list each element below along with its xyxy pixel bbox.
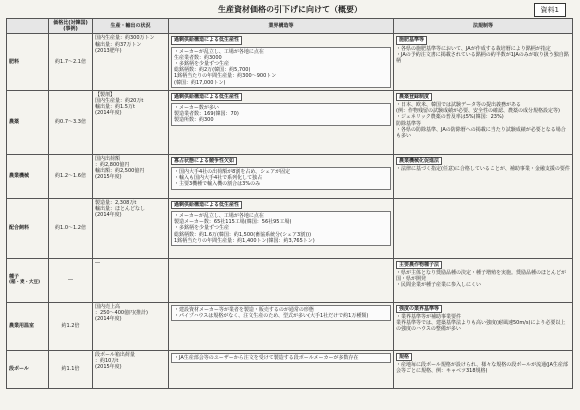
industry-line: ・輸入も国内大手4社で系列化して独占 [174,175,263,182]
table-row [7,154,573,198]
category-label: 種子 [9,274,20,281]
production-line: (2014年度) [95,110,122,117]
industry-detail [171,353,391,363]
table-row [7,198,573,258]
industry-line: 製造メーカー数：65社115工場(韓国：56社95工場) [174,219,292,226]
industry-heading: 寡占状態による競争性欠如 [171,157,237,165]
row-category [7,34,49,90]
regulation-line: ・JAの予約注文書に掲載されている銘柄の約半数が1JAのみが取り扱う独自銘柄 [396,51,569,65]
row-regulation [394,302,573,350]
row-industry [169,90,394,154]
header-category [7,19,49,34]
row-industry [169,34,394,90]
regulation-line: ・産地毎に段ボール規格が設けられ、様々な規格の段ボールが流通(JA生産部会等ごとに規格、例：キャベツ318規格) [396,362,568,375]
industry-detail [171,47,391,88]
regulation-heading: 強度の業界基準等 [396,305,442,313]
regulation-line: ・県が主体となり奨励品種の決定・種子増殖を実施。奨励品種のほとんどが国・県が開発 [396,270,567,283]
regulation-line: (例：作物残留の試験成績が必要、安全性の確認、農薬の成分規格設定等) [396,108,560,115]
industry-heading: 過剰供給構造による低生産性 [171,201,242,209]
regulation-line: ・法律に基づく指定(任意)に合格していることが、補助事業・金融支援の要件 [396,166,570,173]
row-regulation [394,198,573,258]
row-production [93,198,169,258]
regulation-line: ・ジェネリック農薬の普及率は5%(韓国：23%) [396,114,504,121]
production-line: ― [95,259,100,266]
production-line: 輸出量：ほとんどなし [95,206,146,213]
row-category [7,198,49,258]
industry-line: 製造業者数：169(韓国：70) [174,111,239,118]
row-production [93,350,169,388]
production-line: 国内売上高 [95,303,121,310]
regulation-heading: 規格 [396,353,412,361]
category-label: 配合飼料 [9,225,30,232]
regulation-line: ・民間企業が種子産業に参入しにくい [396,282,482,289]
category-label: 段ボール [9,366,29,373]
row-category [7,90,49,154]
table-row [7,302,573,350]
row-production [93,34,169,90]
production-line: ：約2,800億円 [95,162,130,169]
industry-line: 総銘柄数：約2万(韓国：約5,700) [174,67,251,74]
production-line: (2013肥年) [95,47,122,54]
regulation-heading: 施肥基準等 [396,36,427,44]
table-row [7,258,573,302]
production-line: (2014年度) [95,212,122,219]
industry-line: ・パイプハウスは規格がなく、注文生産のため、型式が多い(大手1社だけで約1万種類) [174,313,369,320]
row-category [7,258,49,302]
industry-line: ・多銘柄を少量ずつ生産 [174,225,230,232]
row-category [7,350,49,388]
production-line: (2015年度) [95,364,122,371]
industry-line: 総銘柄数：約1.6万(韓国：約1,500(畜協系統分(シェア3割))) [174,231,312,238]
industry-detail [171,103,391,126]
row-price-ratio: 約1.2～1.6倍 [49,154,93,198]
regulation-line: 業界基準等では、建築基準法よりも高い強度(耐風速50m/s)により必要以上の強度のハウスの整備が多い [396,320,566,333]
industry-line: 1銘柄当たりの年間生産量：約300～900トン [174,73,277,80]
industry-line: 1銘柄当たりの年間生産量：約1,400トン(韓国：約3,765トン) [174,237,315,244]
regulation-line: ・各県の施肥基準等において、JAが作成する栽培暦により銘柄が指定 [396,45,551,52]
regulation-heading: 主要農作物種子法 [396,261,442,269]
regulation-heading: 農薬登録制度 [396,93,432,101]
header-ratio: 価格比(対韓国)(事例) [49,19,93,34]
row-regulation [394,350,573,388]
comparison-table [6,18,573,389]
row-regulation [394,34,573,90]
regulation-line: ・日本、欧米、韓国では試験データ等の提出義務がある [396,102,522,109]
row-industry [169,350,394,388]
industry-line: ・国内大手4社の出荷額が8割を占め、シェアが固定 [174,169,291,176]
production-line: ：約10万t [95,358,119,365]
row-regulation [394,90,573,154]
row-price-ratio: 約1.7～2.1倍 [49,34,93,90]
row-industry [169,154,394,198]
row-price-ratio: ― [49,258,93,302]
row-price-ratio: 約0.7～3.3倍 [49,90,93,154]
page-title: 生産資材価格の引下げに向けて（概要） [218,5,362,14]
production-line: (2014年度) [95,316,122,323]
industry-line: 生産業者数：約3000 [174,54,222,61]
industry-line: 製造所数：約300 [174,117,214,124]
table-row [7,350,573,388]
category-label: 肥料 [9,59,20,66]
category-label: 農業用温室 [9,323,35,330]
industry-line: ・メーカーが乱立し、工場が各地に点在 [174,213,264,220]
row-industry [169,198,394,258]
row-production [93,154,169,198]
row-production [93,90,169,154]
industry-heading: 過剰供給構造による低生産性 [171,36,242,44]
header-row [7,19,573,34]
row-production [93,302,169,350]
category-sublabel: (稲・麦・大豆) [9,280,41,286]
row-regulation [394,258,573,302]
production-line: 国内生産量：約20万t [95,98,144,105]
table-row [7,90,573,154]
row-category [7,154,49,198]
industry-line: ・JA生産部会等のユーザーから注文を受けて製造する段ボールメーカーが多数存在 [174,354,359,361]
document-badge: 資料1 [534,3,566,17]
regulation-heading: 農業機械化促進法 [396,157,442,165]
industry-line: ・多銘柄を少量ずつ生産 [174,61,230,68]
production-line: 輸出量：約1.5万t [95,104,135,111]
header-production: 生産・輸出の状況 [93,19,169,34]
row-industry [169,302,394,350]
row-price-ratio: 約1.1倍 [49,350,93,388]
production-line: 【製剤】 [95,91,116,98]
production-line: 国内生産量：約300万トン [95,35,155,42]
row-price-ratio: 約1.2倍 [49,302,93,350]
regulation-line: 防除基準等 [396,120,422,127]
regulation-line: ・各県の防除基準、JAの防除暦への掲載に当たり試験成績が必要となる場合も多い [396,126,566,140]
row-regulation [394,154,573,198]
production-line: 国内出荷額 [95,155,121,162]
category-label: 農業機械 [9,173,30,180]
production-line: 段ボール箱出荷量 [95,351,135,358]
row-production [93,258,169,302]
industry-line: ・メーカーが乱立し、工場が各地に点在 [174,48,264,55]
row-industry [169,258,394,302]
production-line: (2015年度) [95,174,122,181]
regulation-line: ・業界基準等が補助事業要件 [396,314,462,321]
industry-line: ・主要3機種で輸入機の割合は3%のみ [174,181,261,188]
industry-detail [171,211,391,246]
category-label: 農薬 [9,119,20,126]
industry-detail [171,305,391,321]
industry-heading: 過剰供給構造による低生産性 [171,93,242,101]
industry-line: (韓国：約17,000トン) [174,79,226,86]
industry-line: ・建設資材メーカー等が業者を製造・販売するのが通常の形態 [174,306,314,313]
production-line: 輸出額：約2,500億円 [95,168,145,175]
production-line: 輸出量：約37万トン [95,41,142,48]
table-row [7,34,573,90]
row-category [7,302,49,350]
production-line: ：250～400億円(推計) [95,310,148,317]
row-price-ratio: 約1.0～1.2倍 [49,198,93,258]
production-line: 製造量：2,308万t [95,199,137,206]
industry-detail [171,167,391,190]
header-regulation: 法規制等 [394,19,573,34]
industry-line: ・メーカー数が多い [174,105,219,112]
header-industry: 業界構造等 [169,19,394,34]
